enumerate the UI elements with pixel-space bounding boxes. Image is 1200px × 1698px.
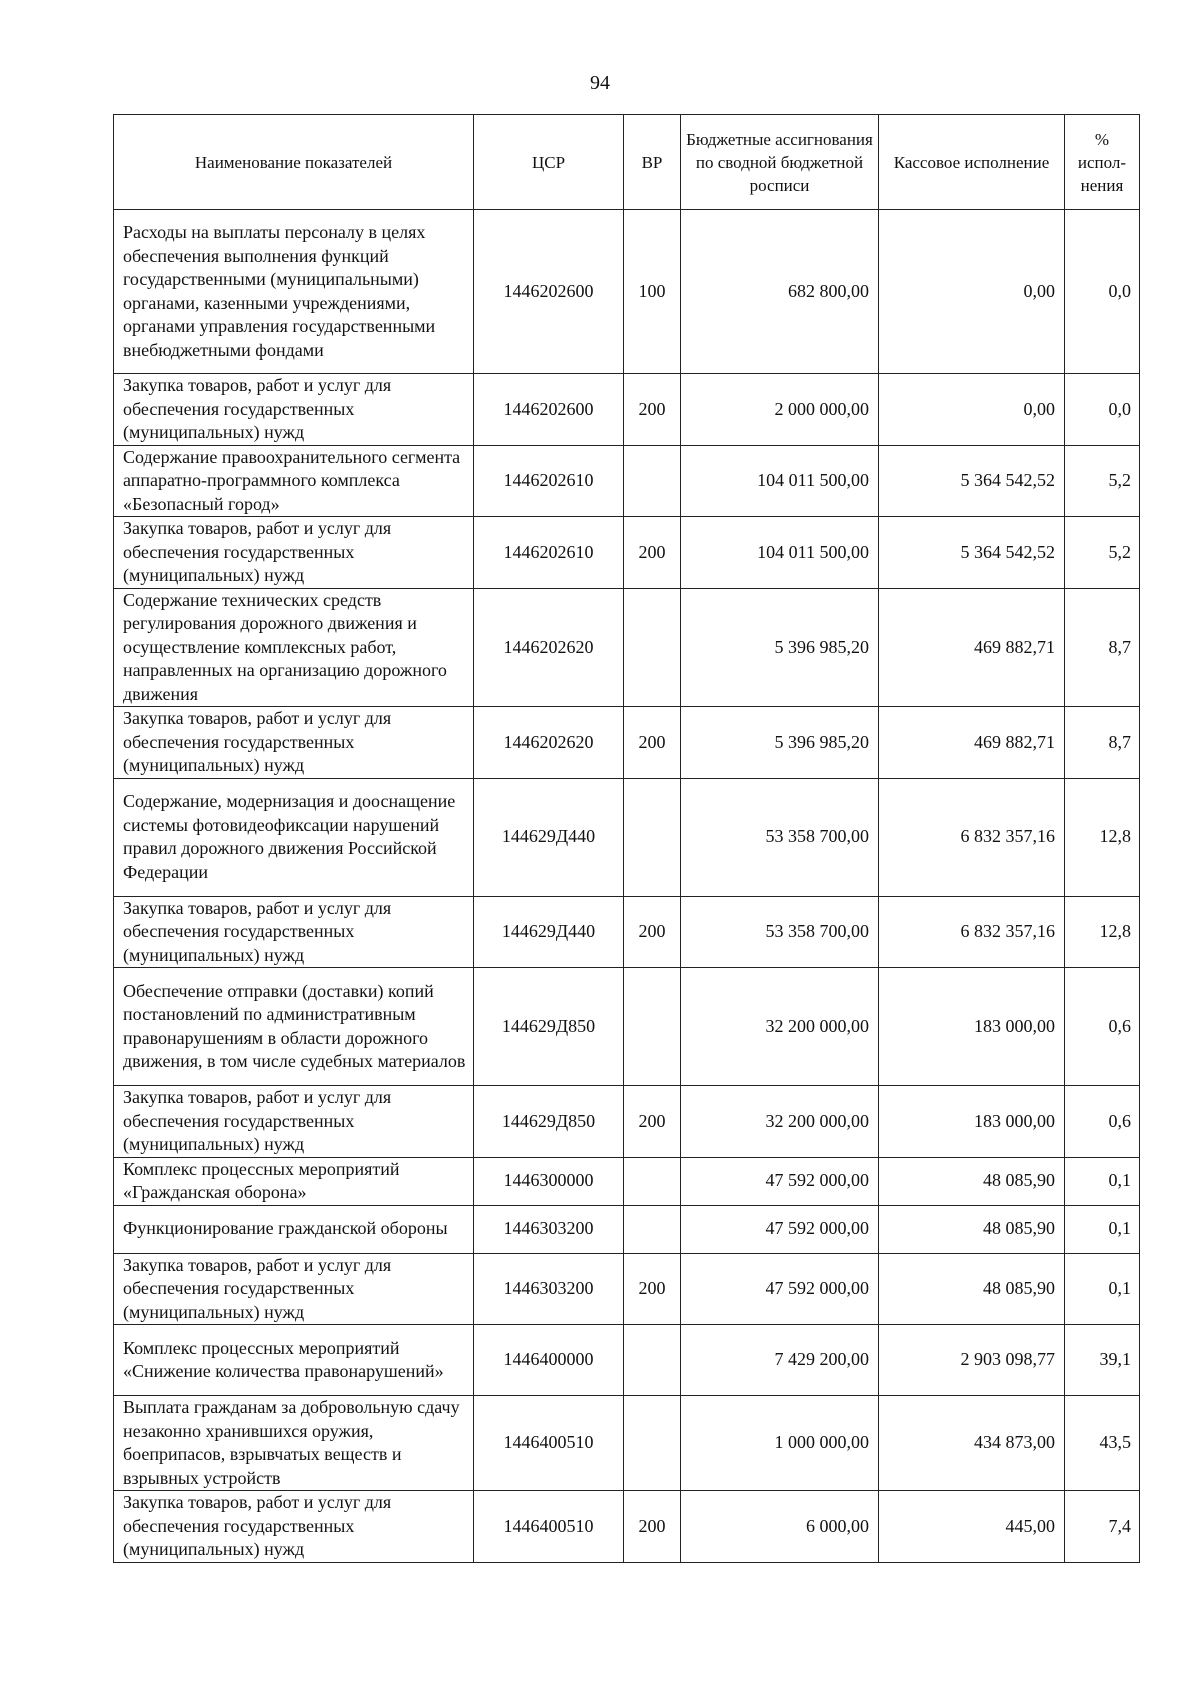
row-pct: 0,1: [1065, 1157, 1140, 1205]
row-csr: 1446400510: [474, 1491, 624, 1563]
row-budget: 104 011 500,00: [681, 445, 879, 517]
row-cash: 0,00: [879, 210, 1065, 374]
row-name: Закупка товаров, работ и услуг для обеспечения государственных (муниципальных) нужд: [114, 707, 474, 779]
row-name: Обеспечение отправки (доставки) копий постановлений по административным правонарушениям в области дорожного движения, в том числе судебных материалов: [114, 968, 474, 1086]
header-name: Наименование показателей: [114, 115, 474, 210]
row-csr: 1446400510: [474, 1396, 624, 1491]
row-cash: 183 000,00: [879, 968, 1065, 1086]
row-vr: [624, 1157, 681, 1205]
header-pct: % испол-нения: [1065, 115, 1140, 210]
row-vr: 200: [624, 896, 681, 968]
row-name: Выплата гражданам за добровольную сдачу незаконно хранившихся оружия, боеприпасов, взрывчатых веществ и взрывных устройств: [114, 1396, 474, 1491]
row-vr: [624, 1325, 681, 1396]
row-vr: 200: [624, 374, 681, 446]
row-pct: 0,0: [1065, 374, 1140, 446]
row-name: Расходы на выплаты персоналу в целях обеспечения выполнения функций государственными (муниципальными) органами, казенными учреждениями, органами управления государственными внебюджетными фондами: [114, 210, 474, 374]
row-cash: 5 364 542,52: [879, 445, 1065, 517]
row-pct: 0,1: [1065, 1205, 1140, 1253]
row-name: Закупка товаров, работ и услуг для обеспечения государственных (муниципальных) нужд: [114, 517, 474, 589]
row-csr: 144629Д440: [474, 896, 624, 968]
row-pct: 0,6: [1065, 968, 1140, 1086]
row-cash: 469 882,71: [879, 707, 1065, 779]
table-header-row: [114, 115, 1140, 210]
row-cash: 48 085,90: [879, 1205, 1065, 1253]
row-pct: 0,1: [1065, 1253, 1140, 1325]
row-csr: 1446202610: [474, 517, 624, 589]
row-vr: [624, 968, 681, 1086]
row-csr: 1446202620: [474, 588, 624, 707]
row-cash: 469 882,71: [879, 588, 1065, 707]
row-name: Содержание правоохранительного сегмента аппаратно-программного комплекса «Безопасный город»: [114, 445, 474, 517]
row-budget: 104 011 500,00: [681, 517, 879, 589]
table-row: [114, 707, 1140, 779]
row-csr: 1446303200: [474, 1253, 624, 1325]
row-pct: 8,7: [1065, 707, 1140, 779]
row-vr: [624, 445, 681, 517]
header-vr: ВР: [624, 115, 681, 210]
row-pct: 39,1: [1065, 1325, 1140, 1396]
table-row: [114, 968, 1140, 1086]
table-row: [114, 588, 1140, 707]
row-name: Закупка товаров, работ и услуг для обеспечения государственных (муниципальных) нужд: [114, 1086, 474, 1158]
row-budget: 53 358 700,00: [681, 896, 879, 968]
table-row: [114, 1253, 1140, 1325]
row-csr: 1446300000: [474, 1157, 624, 1205]
table-row: [114, 210, 1140, 374]
row-pct: 43,5: [1065, 1396, 1140, 1491]
row-vr: [624, 1396, 681, 1491]
row-name: Содержание технических средств регулирования дорожного движения и осуществление комплексных работ, направленных на организацию дорожного движения: [114, 588, 474, 707]
row-csr: 1446202620: [474, 707, 624, 779]
row-budget: 47 592 000,00: [681, 1253, 879, 1325]
row-csr: 144629Д850: [474, 968, 624, 1086]
row-vr: [624, 778, 681, 896]
row-pct: 5,2: [1065, 445, 1140, 517]
page-number: 94: [590, 72, 610, 94]
row-csr: 144629Д440: [474, 778, 624, 896]
row-cash: 0,00: [879, 374, 1065, 446]
row-budget: 2 000 000,00: [681, 374, 879, 446]
row-name: Содержание, модернизация и дооснащение системы фотовидеофиксации нарушений правил дорожного движения Российской Федерации: [114, 778, 474, 896]
table-row: [114, 896, 1140, 968]
row-csr: 1446202600: [474, 210, 624, 374]
header-budget: Бюджетные ассигнования по сводной бюджетной росписи: [681, 115, 879, 210]
table-row: [114, 1157, 1140, 1205]
row-cash: 6 832 357,16: [879, 778, 1065, 896]
table-row: [114, 517, 1140, 589]
table-row: [114, 1086, 1140, 1158]
row-budget: 1 000 000,00: [681, 1396, 879, 1491]
row-name: Закупка товаров, работ и услуг для обеспечения государственных (муниципальных) нужд: [114, 1253, 474, 1325]
row-name: Закупка товаров, работ и услуг для обеспечения государственных (муниципальных) нужд: [114, 374, 474, 446]
row-budget: 32 200 000,00: [681, 1086, 879, 1158]
row-budget: 5 396 985,20: [681, 707, 879, 779]
row-cash: 5 364 542,52: [879, 517, 1065, 589]
row-pct: 12,8: [1065, 778, 1140, 896]
table-row: [114, 374, 1140, 446]
row-vr: 200: [624, 707, 681, 779]
row-pct: 0,0: [1065, 210, 1140, 374]
row-csr: 1446303200: [474, 1205, 624, 1253]
row-vr: 100: [624, 210, 681, 374]
row-cash: 434 873,00: [879, 1396, 1065, 1491]
row-cash: 6 832 357,16: [879, 896, 1065, 968]
row-name: Функционирование гражданской обороны: [114, 1205, 474, 1253]
row-cash: 2 903 098,77: [879, 1325, 1065, 1396]
row-name: Комплекс процессных мероприятий «Гражданская оборона»: [114, 1157, 474, 1205]
row-budget: 47 592 000,00: [681, 1157, 879, 1205]
row-budget: 47 592 000,00: [681, 1205, 879, 1253]
row-vr: [624, 588, 681, 707]
table-body: [114, 210, 1140, 1563]
row-pct: 0,6: [1065, 1086, 1140, 1158]
row-budget: 6 000,00: [681, 1491, 879, 1563]
row-csr: 1446202610: [474, 445, 624, 517]
table-row: [114, 1491, 1140, 1563]
row-pct: 5,2: [1065, 517, 1140, 589]
row-budget: 5 396 985,20: [681, 588, 879, 707]
row-budget: 7 429 200,00: [681, 1325, 879, 1396]
table-row: [114, 1325, 1140, 1396]
table-row: [114, 445, 1140, 517]
row-cash: 183 000,00: [879, 1086, 1065, 1158]
row-budget: 32 200 000,00: [681, 968, 879, 1086]
row-cash: 48 085,90: [879, 1253, 1065, 1325]
row-pct: 8,7: [1065, 588, 1140, 707]
row-vr: 200: [624, 517, 681, 589]
table-row: [114, 1396, 1140, 1491]
table-row: [114, 778, 1140, 896]
row-cash: 48 085,90: [879, 1157, 1065, 1205]
row-budget: 53 358 700,00: [681, 778, 879, 896]
row-csr: 144629Д850: [474, 1086, 624, 1158]
row-budget: 682 800,00: [681, 210, 879, 374]
header-csr: ЦСР: [474, 115, 624, 210]
row-pct: 12,8: [1065, 896, 1140, 968]
row-vr: 200: [624, 1086, 681, 1158]
row-vr: [624, 1205, 681, 1253]
row-name: Комплекс процессных мероприятий «Снижение количества правонарушений»: [114, 1325, 474, 1396]
row-csr: 1446202600: [474, 374, 624, 446]
row-name: Закупка товаров, работ и услуг для обеспечения государственных (муниципальных) нужд: [114, 1491, 474, 1563]
budget-table: [113, 114, 1140, 1563]
row-name: Закупка товаров, работ и услуг для обеспечения государственных (муниципальных) нужд: [114, 896, 474, 968]
row-vr: 200: [624, 1491, 681, 1563]
row-cash: 445,00: [879, 1491, 1065, 1563]
row-pct: 7,4: [1065, 1491, 1140, 1563]
row-vr: 200: [624, 1253, 681, 1325]
header-cash: Кассовое исполнение: [879, 115, 1065, 210]
table-row: [114, 1205, 1140, 1253]
row-csr: 1446400000: [474, 1325, 624, 1396]
